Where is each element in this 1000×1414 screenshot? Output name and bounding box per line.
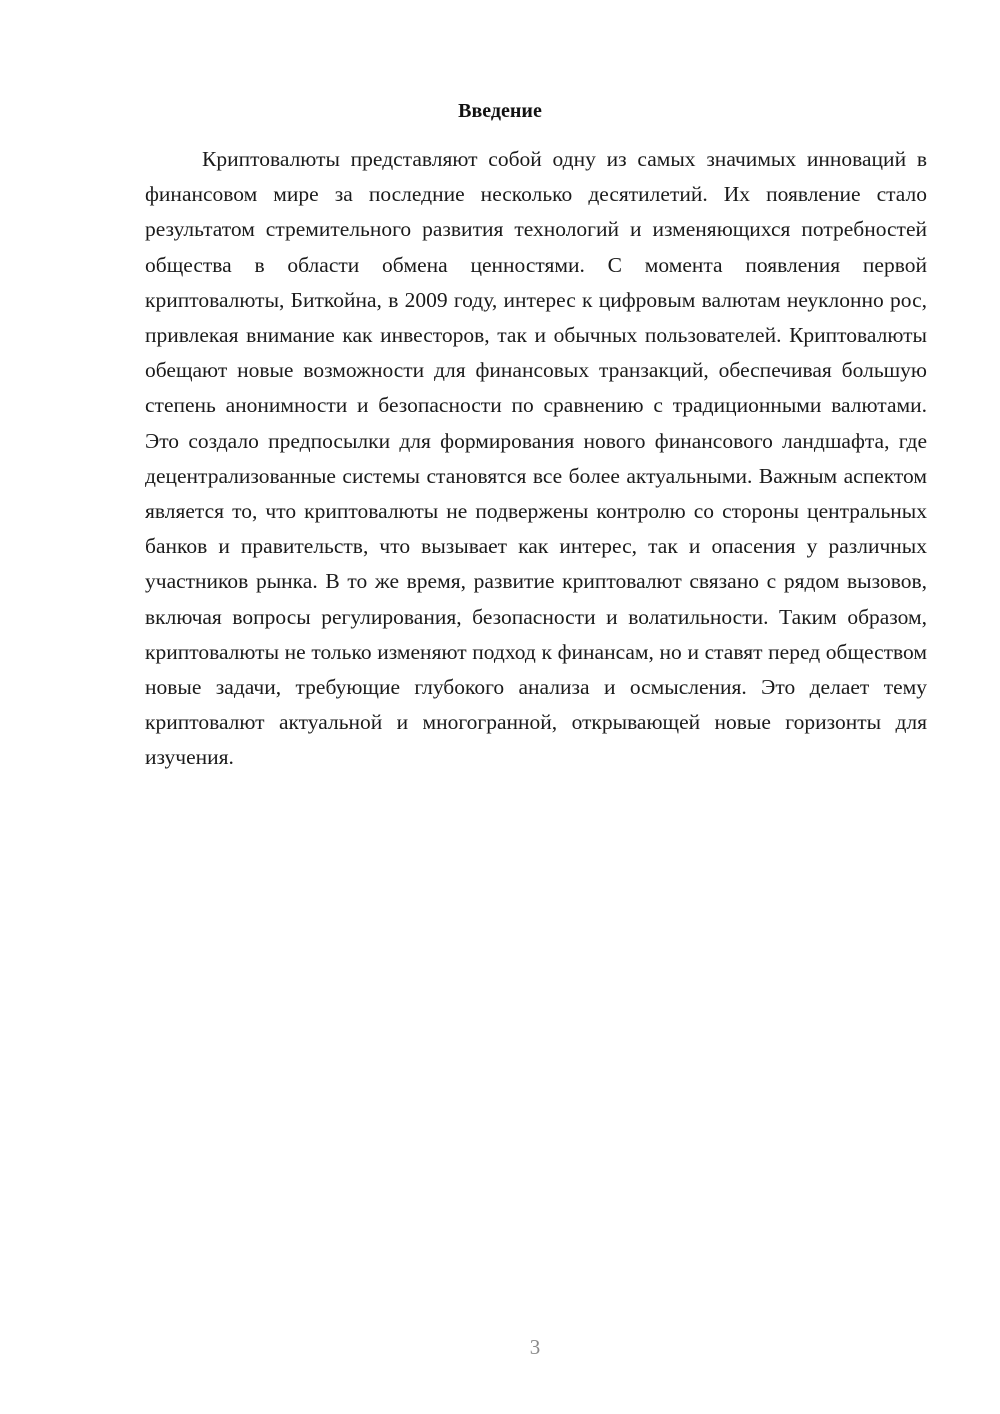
body-paragraph: Криптовалюты представляют собой одну из самых значимых инноваций в финансовом мире за последние несколько десятилетий. Их появление стало результатом стремительного развития технологий и изменяющихся потребностей общества в области обмена ценностями. С момента появления первой криптовалюты, Биткойна, в 2009 году, интерес к цифровым валютам неуклонно рос, привлекая внимание как инвесторов, так и обычных пользователей. Криптовалюты обещают новые возможности для финансовых транзакций, обеспечивая большую степень анонимности и безопасности по сравнению с традиционными валютами. Это создало предпосылки для формирования нового финансового ландшафта, где децентрализованные системы становятся все более актуальными. Важным аспектом является то, что криптовалюты не подвержены контролю со стороны центральных банков и правительств, что вызывает как интерес, так и опасения у различных участников рынка. В то же время, развитие криптовалют связано с рядом вызовов, включая вопросы регулирования, безопасности и волатильности. Таким образом, криптовалюты не только изменяют подход к финансам, но и ставят перед обществом новые задачи, требующие глубокого анализа и осмысления. Это делает тему криптовалют актуальной и многогранной, открывающей новые горизонты для изучения.: [145, 147, 927, 770]
page-number: 3: [529, 1335, 541, 1359]
section-heading: Введение: [458, 100, 542, 122]
